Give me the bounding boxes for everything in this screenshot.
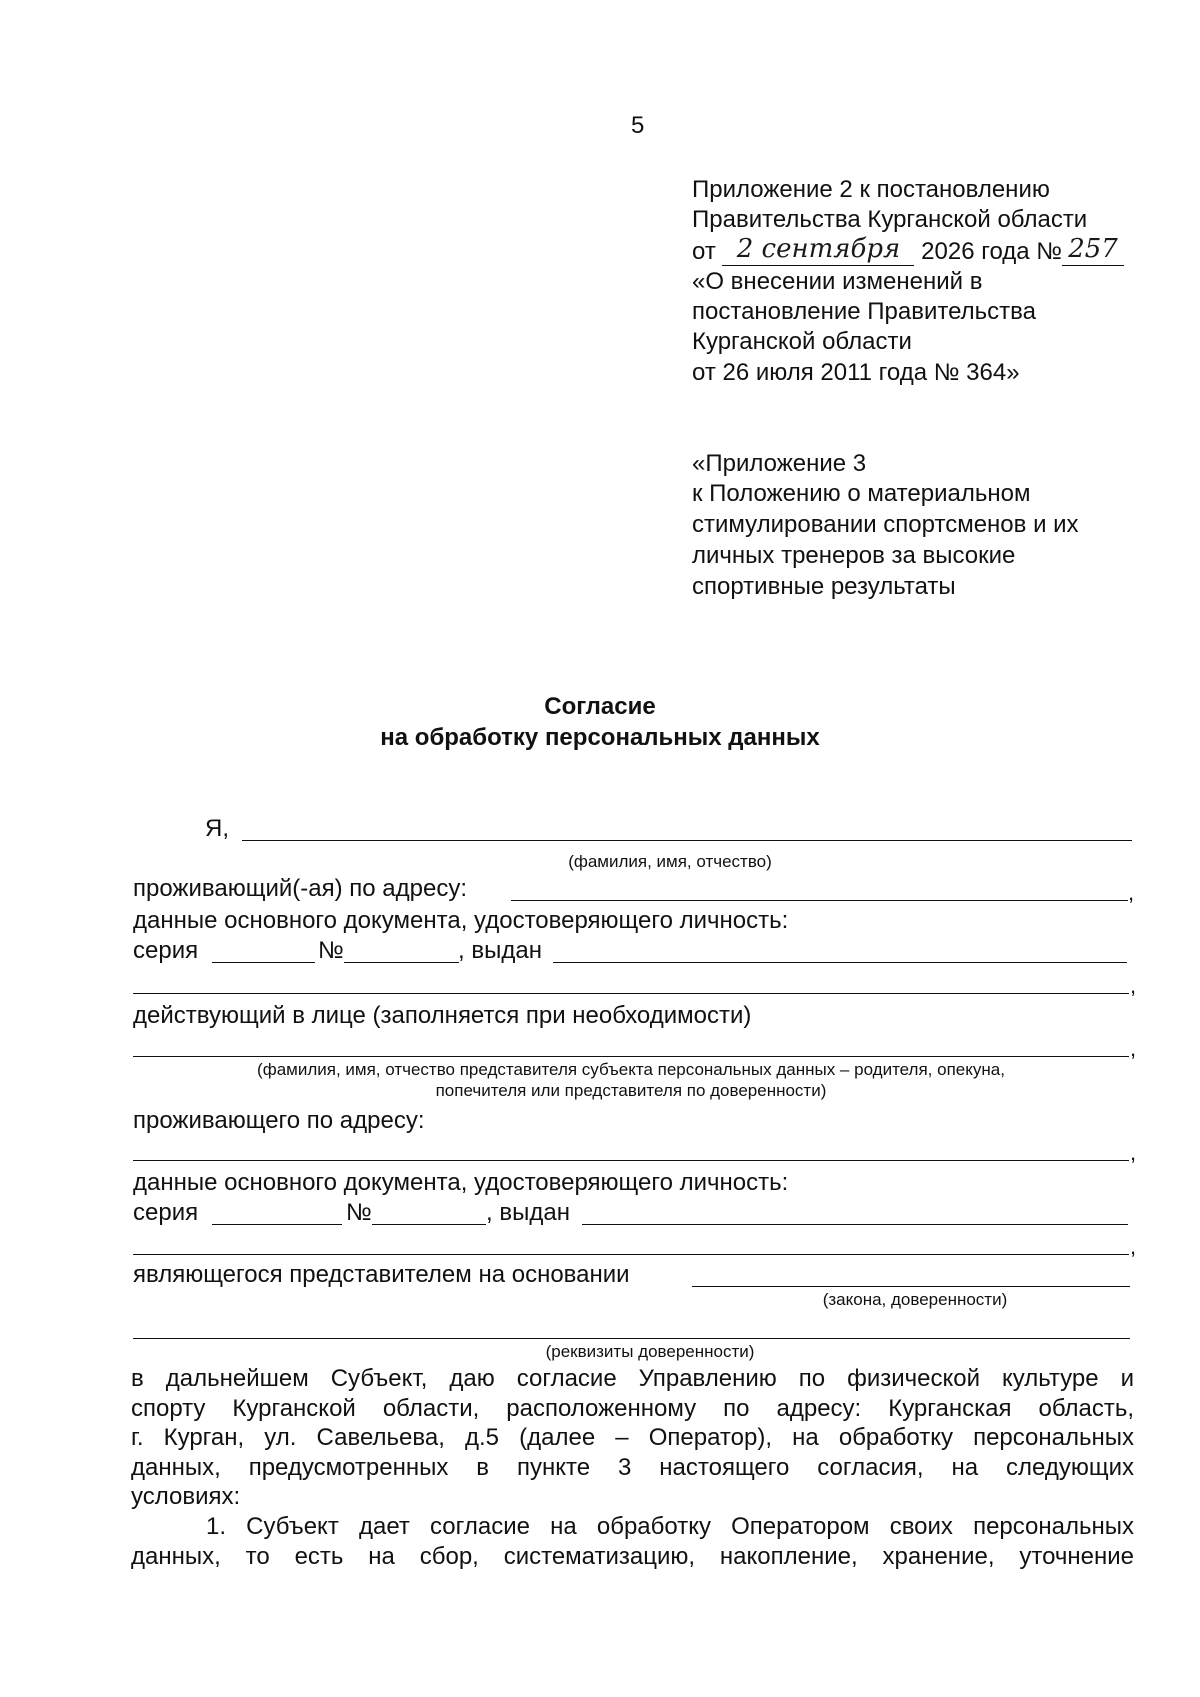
rep-issued-label: , выдан bbox=[486, 1199, 570, 1226]
series-label: серия bbox=[133, 937, 199, 964]
rep-doc-label: данные основного документа, удостоверяющего личность: bbox=[133, 1169, 789, 1196]
rep-series-field[interactable] bbox=[212, 1224, 342, 1225]
rep-caption-1: (фамилия, имя, отчество представителя субъекта персональных данных – родителя, опекуна, bbox=[257, 1060, 1005, 1079]
representative-comma: , bbox=[1130, 1036, 1137, 1061]
address-label: проживающий(-ая) по адресу: bbox=[133, 875, 467, 902]
from-prefix: от bbox=[692, 238, 716, 265]
issued-label: , выдан bbox=[458, 937, 542, 964]
series-field[interactable] bbox=[212, 962, 315, 963]
rep-series-label: серия bbox=[133, 1199, 199, 1226]
i-label: Я, bbox=[205, 815, 229, 842]
number-field-input[interactable] bbox=[344, 962, 459, 963]
appendix-line-6: Курганской области bbox=[692, 328, 912, 355]
rep-caption-2: попечителя или представителя по доверенности) bbox=[435, 1081, 827, 1100]
appendix-line-1: Приложение 2 к постановлению bbox=[692, 176, 1050, 203]
rep-issued-comma: , bbox=[1130, 1234, 1137, 1259]
consent-paragraph bbox=[131, 1364, 1134, 1512]
rep-issued-field[interactable] bbox=[582, 1224, 1128, 1225]
appendix-line-2: Правительства Курганской области bbox=[692, 206, 1088, 233]
number-label: № bbox=[318, 937, 344, 964]
basis-field[interactable] bbox=[692, 1286, 1130, 1287]
rep-address-label: проживающего по адресу: bbox=[133, 1107, 425, 1134]
appendix3-line-3: стимулировании спортсменов и их bbox=[692, 511, 1079, 538]
consent-line-4: данных, предусмотренных в пункте 3 настоящего согласия, на следующих bbox=[131, 1453, 1134, 1481]
rep-number-field[interactable] bbox=[372, 1224, 486, 1225]
appendix-line-4: «О внесении изменений в bbox=[692, 268, 983, 295]
clause-1-line-1: 1. Субъект дает согласие на обработку Оператором своих персональных bbox=[206, 1513, 1134, 1540]
rep-address-field[interactable] bbox=[133, 1160, 1129, 1161]
appendix3-line-5: спортивные результаты bbox=[692, 573, 956, 600]
fio-caption: (фамилия, имя, отчество) bbox=[568, 852, 772, 871]
acting-label: действующий в лице (заполняется при необходимости) bbox=[133, 1002, 752, 1029]
representative-field[interactable] bbox=[133, 1056, 1129, 1057]
handwritten-number: 257 bbox=[1068, 234, 1118, 264]
number-field bbox=[1062, 234, 1124, 266]
issued-field[interactable] bbox=[553, 962, 1127, 963]
rep-issued-field-cont[interactable] bbox=[133, 1254, 1129, 1255]
details-field[interactable] bbox=[133, 1338, 1130, 1339]
consent-line-5: условиях: bbox=[131, 1483, 241, 1510]
basis-caption: (закона, доверенности) bbox=[822, 1290, 1008, 1309]
consent-line-2: спорту Курганской области, расположенному по адресу: Курганская область, bbox=[131, 1394, 1134, 1422]
year-text: 2026 года № bbox=[921, 238, 1063, 265]
consent-line-3: г. Курган, ул. Савельева, д.5 (далее – Оператор), на обработку персональных bbox=[131, 1424, 1134, 1451]
handwritten-date: 2 сентября bbox=[736, 234, 901, 264]
rep-number-label: № bbox=[346, 1199, 372, 1226]
page-number: 5 bbox=[631, 112, 645, 139]
document-subtitle: на обработку персональных данных bbox=[380, 724, 820, 751]
document-title: Согласие bbox=[544, 693, 656, 720]
issued-comma: , bbox=[1130, 973, 1137, 998]
appendix-line-7: от 26 июля 2011 года № 364» bbox=[692, 359, 1020, 386]
date-field bbox=[722, 234, 914, 266]
basis-label: являющегося представителем на основании bbox=[133, 1261, 630, 1288]
rep-address-comma: , bbox=[1130, 1140, 1137, 1165]
appendix3-line-1: «Приложение 3 bbox=[692, 450, 867, 477]
clause-1-paragraph bbox=[131, 1512, 1134, 1571]
doc-label: данные основного документа, удостоверяющего личность: bbox=[133, 907, 789, 934]
fio-field[interactable] bbox=[242, 840, 1132, 841]
consent-line-1: в дальнейшем Субъект, даю согласие Управлению по физической культуре и bbox=[131, 1365, 1134, 1392]
details-caption: (реквизиты доверенности) bbox=[545, 1342, 755, 1361]
appendix3-line-2: к Положению о материальном bbox=[692, 480, 1031, 507]
issued-field-cont[interactable] bbox=[133, 993, 1129, 994]
clause-1-line-2: данных, то есть на сбор, систематизацию, накопление, хранение, уточнение bbox=[131, 1542, 1134, 1570]
appendix-line-5: постановление Правительства bbox=[692, 298, 1036, 325]
appendix3-line-4: личных тренеров за высокие bbox=[692, 542, 1016, 569]
address-field[interactable] bbox=[511, 900, 1128, 901]
appendix-date-line bbox=[692, 236, 1124, 268]
address-comma: , bbox=[1128, 880, 1135, 905]
